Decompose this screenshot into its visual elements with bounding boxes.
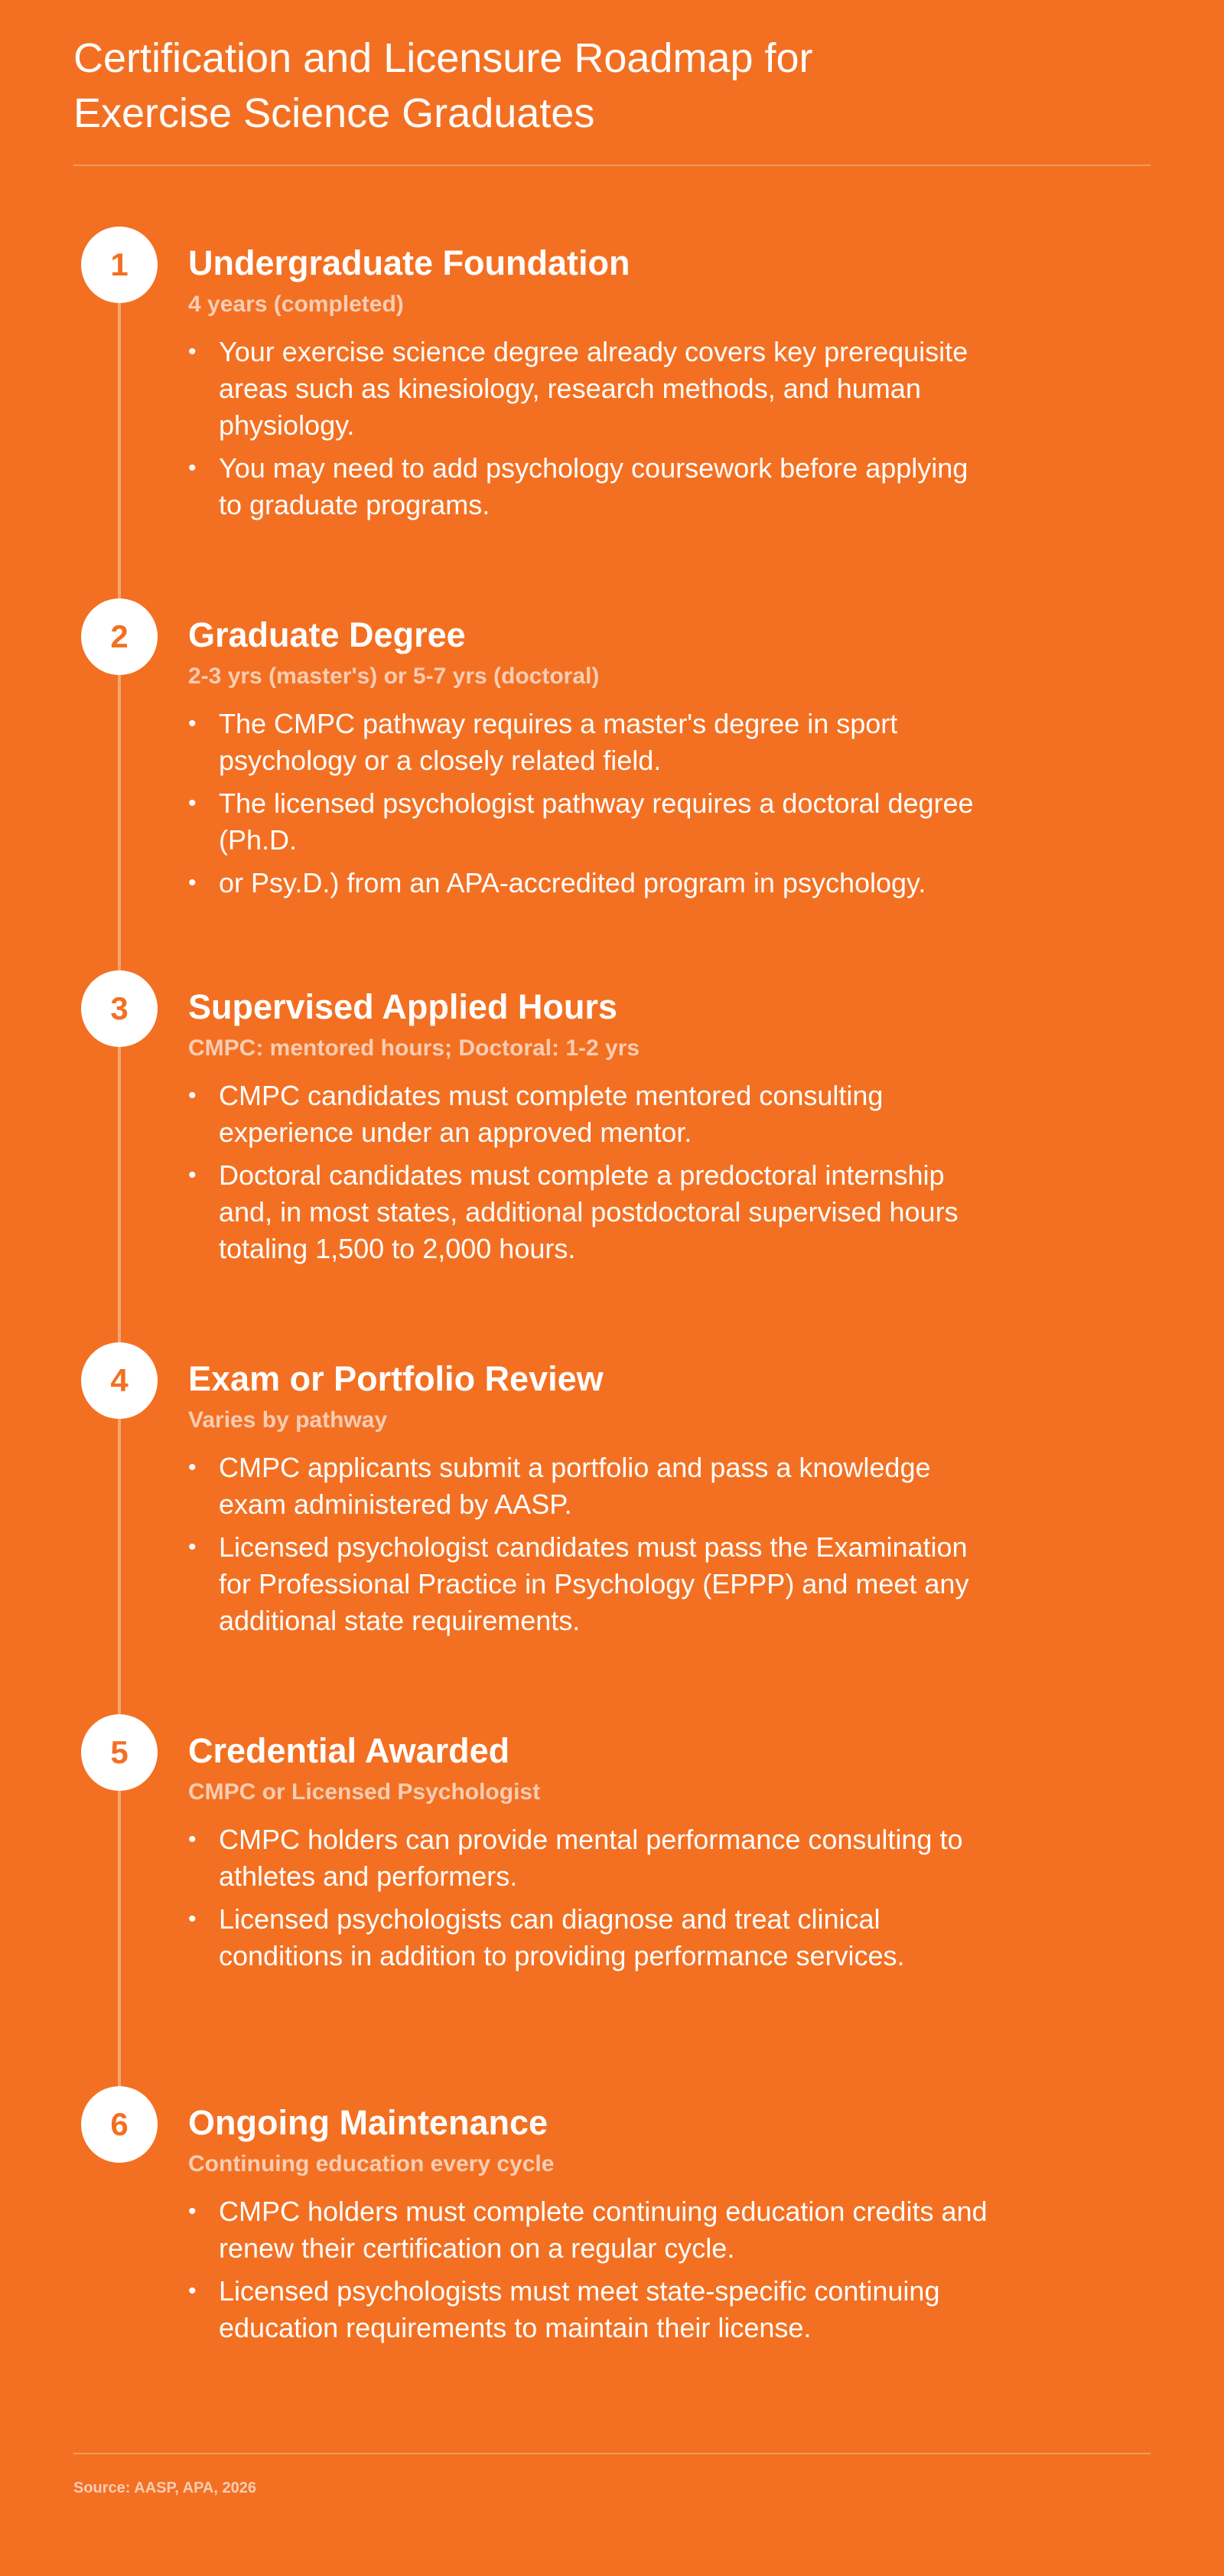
step-bullet-list: [188, 1821, 991, 1981]
step-bullet: • Licensed psychologist candidates must pass the Examination for Professional Practice in Psychology (EPPP) and meet any additional state requirements.: [188, 1529, 991, 1639]
step-bullet: • Doctoral candidates must complete a predoctoral internship and, in most states, additional postdoctoral supervised hours totaling 1,500 to 2,000 hours.: [188, 1157, 991, 1267]
step-number-badge: 3: [81, 970, 158, 1047]
step-title: Graduate Degree: [188, 615, 466, 654]
step-bullet-list: [188, 1078, 991, 1273]
step-bullet-list: [188, 1449, 991, 1645]
step-bullet-list: [188, 706, 991, 908]
step-bullet: • CMPC candidates must complete mentored consulting experience under an approved mentor.: [188, 1078, 991, 1151]
step-duration: CMPC or Licensed Psychologist: [188, 1779, 541, 1805]
step-duration: Continuing education every cycle: [188, 2151, 555, 2177]
header-divider: [73, 165, 1151, 166]
step-bullet: • Licensed psychologists must meet state-specific continuing education requirements to maintain their license.: [188, 2273, 991, 2346]
step-duration: 4 years (completed): [188, 292, 404, 317]
page-title-line-2: Exercise Science Graduates: [73, 90, 595, 136]
step-bullet: • The CMPC pathway requires a master's degree in sport psychology or a closely related field.: [188, 706, 991, 779]
step-number-badge: 5: [81, 1714, 158, 1791]
step-bullet-list: [188, 2193, 991, 2353]
step-bullet: • The licensed psychologist pathway requires a doctoral degree (Ph.D.: [188, 785, 991, 859]
step-bullet: • Your exercise science degree already covers key prerequisite areas such as kinesiology, research methods, and human physiology.: [188, 334, 991, 444]
page-title-line-1: Certification and Licensure Roadmap for: [73, 35, 813, 81]
step-number-badge: 1: [81, 227, 158, 303]
page-title: [73, 31, 915, 141]
step-bullet-list: [188, 334, 991, 530]
step-duration: Varies by pathway: [188, 1407, 388, 1433]
step-title: Exam or Portfolio Review: [188, 1359, 604, 1398]
step-number-badge: 6: [81, 2086, 158, 2163]
step-duration: 2-3 yrs (master's) or 5-7 yrs (doctoral): [188, 664, 600, 689]
step-bullet: • Licensed psychologists can diagnose and treat clinical conditions in addition to providing performance services.: [188, 1901, 991, 1974]
step-bullet: • You may need to add psychology coursework before applying to graduate programs.: [188, 450, 991, 523]
source-note: Source: AASP, APA, 2026: [73, 2480, 256, 2496]
step-bullet: • or Psy.D.) from an APA-accredited program in psychology.: [188, 865, 991, 902]
step-title: Credential Awarded: [188, 1731, 510, 1770]
step-title: Supervised Applied Hours: [188, 987, 617, 1026]
step-duration: CMPC: mentored hours; Doctoral: 1-2 yrs: [188, 1035, 640, 1061]
step-number-badge: 4: [81, 1342, 158, 1419]
step-bullet: • CMPC applicants submit a portfolio and pass a knowledge exam administered by AASP.: [188, 1449, 991, 1523]
step-bullet: • CMPC holders can provide mental performance consulting to athletes and performers.: [188, 1821, 991, 1895]
step-bullet: • CMPC holders must complete continuing education credits and renew their certification on a regular cycle.: [188, 2193, 991, 2267]
step-title: Ongoing Maintenance: [188, 2103, 549, 2142]
footer-divider: [73, 2453, 1151, 2454]
step-title: Undergraduate Foundation: [188, 243, 630, 282]
timeline-connector: [118, 264, 121, 2124]
step-number-badge: 2: [81, 598, 158, 675]
